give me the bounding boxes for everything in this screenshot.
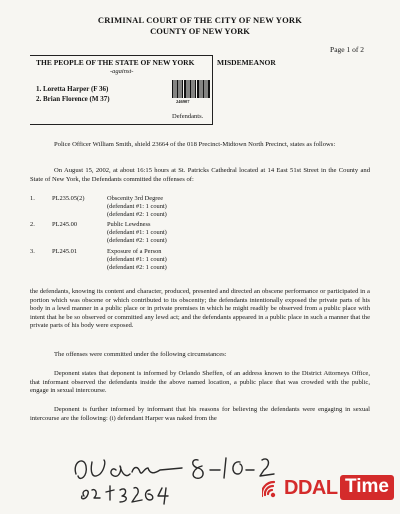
charge-title: Obscenity 3rd Degree xyxy=(107,195,164,202)
defendant-1: 1. Loretta Harper (F 36) xyxy=(36,85,109,93)
charge-code: PL235.05(2) xyxy=(52,195,85,202)
charge-number: 2. xyxy=(30,221,35,228)
charge-count-2: (defendant #2: 1 count) xyxy=(107,264,167,272)
case-type: MISDEMEANOR xyxy=(217,58,276,67)
barcode-icon xyxy=(172,80,210,98)
charge-count-1: (defendant #1: 1 count) xyxy=(107,203,167,211)
charge-code: PL245.01 xyxy=(52,248,78,255)
officer-statement: Police Officer William Smith, shield 23664 of the 018 Precinct-Midtown North Precinct, states as follows: xyxy=(54,141,336,148)
charge-title: Exposure of a Person xyxy=(107,248,162,255)
handwritten-signature xyxy=(70,452,280,510)
watermark-logo xyxy=(258,468,398,510)
charge-count-2: (defendant #2: 1 count) xyxy=(107,211,167,219)
watermark-brand-time: Time xyxy=(340,475,394,500)
defendant-2: 2. Brian Florence (M 37) xyxy=(36,95,110,103)
informant-statement: Deponent states that deponent is informed by Orlando Sheffen, of an address known to the District Attorneys Office, that informant observed the defendants inside the above named location, a public place that was crowded with the public, engage in sexual intercourse. xyxy=(30,370,370,395)
page-number: Page 1 of 2 xyxy=(330,45,364,54)
charge-description xyxy=(107,248,307,273)
offense-intro: On August 15, 2002, at about 16:15 hours at St. Patricks Cathedral located at 14 East 51st Street in the County and State of New York, the Defendants committed the offenses of: xyxy=(30,167,370,183)
county-title: COUNTY OF NEW YORK xyxy=(150,26,250,36)
watermark-brand: DDAL xyxy=(284,477,338,499)
charge-code: PL245.00 xyxy=(52,221,78,228)
court-title: CRIMINAL COURT OF THE CITY OF NEW YORK xyxy=(97,15,303,25)
defendants-label: Defendants. xyxy=(172,113,204,120)
offense-elements: the defendants, knowing its content and character, produced, presented and directed an obscene performance or participated in a portion which was obscene or which contributed to its obscenity; the defendants intentionally exposed the private parts of his body in a lewd manner in a public place or in private premises in which he might readily be observed from a public place with intent that he be so observed or committed any lewd act; and the defendants appeared in a public place in such a manner that the private parts of his body were exposed. xyxy=(30,288,370,330)
against-label: -against- xyxy=(110,68,134,75)
informant-reasons: Deponent is further informed by informant that his reasons for believing the defendants were engaging in sexual intercourse are the following: (i) defendant Harper was naked from the xyxy=(30,406,370,422)
charge-count-1: (defendant #1: 1 count) xyxy=(107,256,167,264)
people-caption: THE PEOPLE OF THE STATE OF NEW YORK xyxy=(36,58,195,67)
charge-description xyxy=(107,195,307,220)
charge-title: Public Lewdness xyxy=(107,221,151,228)
circumstances-intro: The offenses were committed under the following circumstances: xyxy=(54,351,227,358)
barcode-number: 246907 xyxy=(176,99,190,104)
charge-count-1: (defendant #1: 1 count) xyxy=(107,229,167,237)
signal-wave-icon xyxy=(262,479,282,501)
charge-count-2: (defendant #2: 1 count) xyxy=(107,237,167,245)
charge-description xyxy=(107,221,307,246)
charge-number: 3. xyxy=(30,248,35,255)
charge-number: 1. xyxy=(30,195,35,202)
